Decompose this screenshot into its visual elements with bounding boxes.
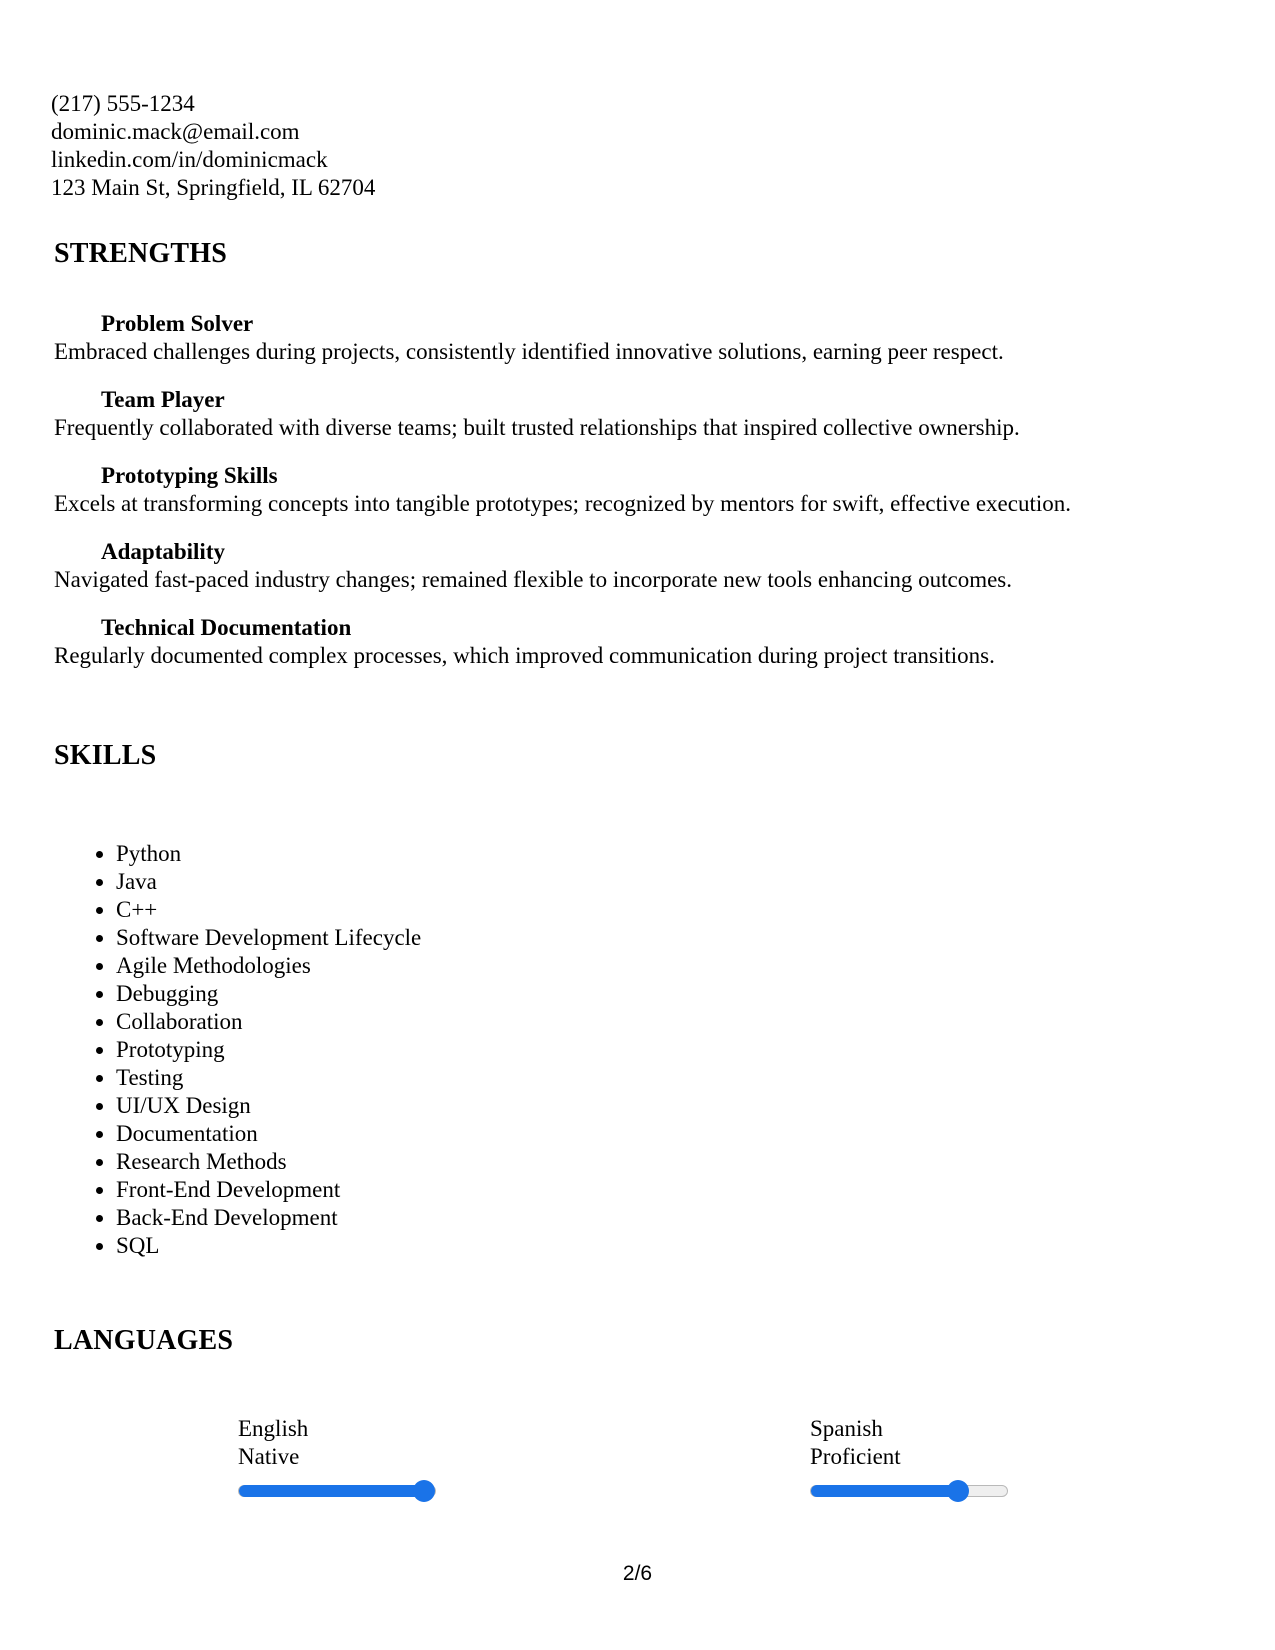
- list-item: • Software Development Lifecycle: [116, 924, 421, 952]
- page-number: 2/6: [622, 1562, 653, 1585]
- contact-phone: (217) 555-1234: [51, 91, 195, 116]
- list-item: • Front-End Development: [116, 1176, 421, 1204]
- list-item: • Debugging: [116, 980, 421, 1008]
- list-item: • Prototyping: [116, 1036, 421, 1064]
- strength-description: Navigated fast-paced industry changes; remained flexible to incorporate new tools enhancing outcomes.: [54, 567, 1013, 592]
- contact-linkedin: linkedin.com/in/dominicmack: [51, 147, 328, 172]
- list-item: • Research Methods: [116, 1148, 421, 1176]
- strength-name: Prototyping Skills: [101, 463, 278, 488]
- language-spanish: [810, 1415, 1008, 1497]
- strength-name: Problem Solver: [101, 311, 254, 336]
- contact-address: 123 Main St, Springfield, IL 62704: [51, 175, 376, 200]
- strength-description: Excels at transforming concepts into tangible prototypes; recognized by mentors for swift, effective execution.: [54, 491, 1072, 516]
- strength-name: Adaptability: [101, 539, 225, 564]
- strengths-heading: STRENGTHS: [54, 238, 227, 269]
- list-item: • Back-End Development: [116, 1204, 421, 1232]
- slider-fill: [811, 1485, 958, 1497]
- strengths-list: [54, 310, 1254, 690]
- language-english: [238, 1415, 436, 1497]
- strength-item: [54, 310, 1254, 366]
- strength-item: [54, 538, 1254, 594]
- strength-name: Team Player: [101, 387, 225, 412]
- strength-name: Technical Documentation: [101, 615, 352, 640]
- list-item: • Testing: [116, 1064, 421, 1092]
- list-item: • Collaboration: [116, 1008, 421, 1036]
- list-item: • C++: [116, 896, 421, 924]
- list-item: • Documentation: [116, 1120, 421, 1148]
- strength-description: Embraced challenges during projects, consistently identified innovative solutions, earning peer respect.: [54, 339, 1004, 364]
- language-level: Native: [238, 1444, 300, 1469]
- list-item: • SQL: [116, 1232, 421, 1260]
- strength-item: [54, 462, 1254, 518]
- list-item: • UI/UX Design: [116, 1092, 421, 1120]
- proficiency-slider[interactable]: [238, 1485, 436, 1497]
- list-item: • Java: [116, 868, 421, 896]
- language-level: Proficient: [810, 1444, 901, 1469]
- strength-description: Frequently collaborated with diverse teams; built trusted relationships that inspired collective ownership.: [54, 415, 1020, 440]
- slider-thumb[interactable]: [947, 1480, 969, 1502]
- strength-description: Regularly documented complex processes, which improved communication during project transitions.: [54, 643, 995, 668]
- slider-fill: [239, 1485, 424, 1497]
- skills-heading: SKILLS: [54, 740, 157, 771]
- list-item: • Python: [116, 840, 421, 868]
- strength-item: [54, 386, 1254, 442]
- slider-thumb[interactable]: [413, 1480, 435, 1502]
- proficiency-slider[interactable]: [810, 1485, 1008, 1497]
- list-item: • Agile Methodologies: [116, 952, 421, 980]
- languages-heading: LANGUAGES: [54, 1325, 234, 1356]
- language-name: English: [238, 1416, 309, 1441]
- contact-info: [51, 90, 375, 202]
- contact-email: dominic.mack@email.com: [51, 119, 300, 144]
- language-name: Spanish: [810, 1416, 883, 1441]
- strength-item: [54, 614, 1254, 670]
- skills-list: [80, 840, 421, 1260]
